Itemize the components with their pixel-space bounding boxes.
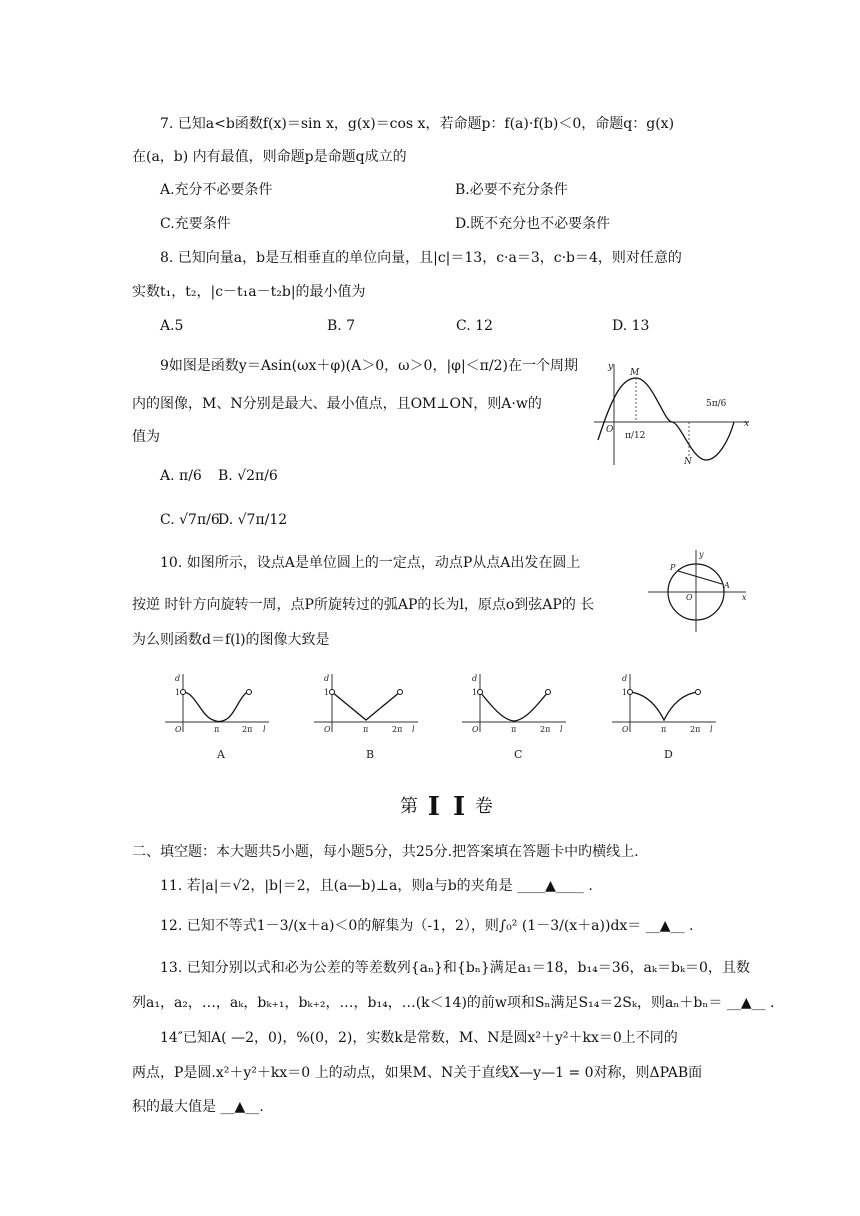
q13-line2: 列a₁，a₂，…，aₖ，bₖ₊₁，bₖ₊₂，…，b₁₄，…(k＜14)的前w项和Sₙ满足S₁₄＝2Sₖ，则aₙ＋bₙ＝ __▲__ . xyxy=(132,995,775,1011)
choice-c-pi: π xyxy=(511,725,517,734)
choice-b-o: O xyxy=(324,725,331,734)
q14-line1: 14″已知A( —2，0)，%(0，2)，实数k是常数，M、N是圆x²＋y²＋kx＝0上不同的 xyxy=(160,1030,678,1046)
q10-circle-o: O xyxy=(686,593,693,602)
section-heading-roman: I I xyxy=(427,792,468,822)
choice-d-o: O xyxy=(622,725,629,734)
q9-option-d: D. √7π/12 xyxy=(218,512,288,528)
q8-line2: 实数t₁，t₂，|c－t₁a－t₂b|的最小值为 xyxy=(132,284,366,300)
choice-b-d: d xyxy=(324,674,330,683)
q7-option-b: B.必要不充分条件 xyxy=(455,182,568,198)
q9-line1: 9如图是函数y＝Asin(ωx＋φ)(A＞0，ω＞0，|φ|＜π/2)在一个周期 xyxy=(160,358,578,374)
choice-b-one: 1 xyxy=(324,688,330,697)
q8-option-c: C. 12 xyxy=(456,318,493,334)
choice-c-l: l xyxy=(560,725,563,734)
choice-c-o: O xyxy=(472,725,479,734)
q7-option-d: D.既不充分也不必要条件 xyxy=(455,216,611,232)
choice-d-l: l xyxy=(710,725,713,734)
q10-circle-y: y xyxy=(699,550,704,559)
choice-b-l: l xyxy=(412,725,415,734)
q10-circle-a: A xyxy=(724,581,730,590)
q7-option-c: C.充要条件 xyxy=(160,216,231,232)
q14-line2: 两点，P是圆.x²＋y²＋kx＝0 上的动点，如果M、N关于直线X—y—1 = 0对称，则ΔPAB面 xyxy=(132,1065,703,1081)
q13-line1: 13. 已知分别以式和必为公差的等差数列{aₙ}和{bₙ}满足a₁＝18，b₁₄＝36，aₖ＝bₖ＝0，且数 xyxy=(160,960,750,976)
choice-a-pi: π xyxy=(214,725,220,734)
q9-option-c: C. √7π/6 xyxy=(160,512,220,528)
q9-graph-tick2: 5π/6 xyxy=(706,399,727,409)
choice-a-o: O xyxy=(175,725,182,734)
choice-c-one: 1 xyxy=(472,688,478,697)
part2-heading: 二、填空题：本大题共5小题，每小题5分，共25分.把答案填在答题卡中旳横线上. xyxy=(132,844,639,860)
q9-option-b: B. √2π/6 xyxy=(218,468,278,484)
choice-c-letter: C xyxy=(514,748,523,761)
q9-line3: 值为 xyxy=(132,429,160,445)
q8-option-a: A.5 xyxy=(160,318,184,334)
section-heading-post: 卷 xyxy=(474,796,495,817)
choice-a-2pi: 2π xyxy=(242,725,253,734)
q9-graph-y-label: y xyxy=(608,362,614,372)
q9-graph-m: M xyxy=(630,368,640,378)
q7-line2: 在(a，b) 内有最值，则命题p是命题q成立的 xyxy=(132,149,407,165)
q8-line1: 8. 已知向量a，b是互相垂直的单位向量，且|c|＝13，c·a＝3，c·b＝4，则对任意的 xyxy=(160,250,682,266)
choice-d-pi: π xyxy=(661,725,667,734)
q10-graph-choice-d xyxy=(612,672,722,762)
q9-line2: 内的图像，M、N分别是最大、最小值点，且OM⊥ON，则A·w的 xyxy=(132,396,542,412)
choice-c-2pi: 2π xyxy=(540,725,551,734)
choice-c-d: d xyxy=(472,674,478,683)
q10-circle-x: x xyxy=(742,593,747,602)
q9-graph-origin: O xyxy=(606,425,614,435)
q10-unit-circle xyxy=(648,548,752,632)
q8-option-b: B. 7 xyxy=(327,318,356,334)
section-heading xyxy=(400,792,495,822)
choice-d-d: d xyxy=(622,674,628,683)
choice-b-letter: B xyxy=(366,748,375,761)
section-heading-pre: 第 xyxy=(400,796,420,817)
q9-graph-x-label: x xyxy=(744,419,750,429)
choice-d-letter: D xyxy=(664,748,673,761)
q10-line3: 为么则函数d＝f(l)的图像大致是 xyxy=(132,632,330,648)
choice-b-2pi: 2π xyxy=(392,725,403,734)
choice-a-l: l xyxy=(263,725,266,734)
q10-line1: 10. 如图所示，设点A是单位圆上的一定点，动点P从点A出发在圆上 xyxy=(160,555,581,571)
q10-circle-p: P xyxy=(670,563,676,572)
choice-d-one: 1 xyxy=(622,688,628,697)
q9-graph-n: N xyxy=(684,457,692,467)
choice-b-pi: π xyxy=(363,725,369,734)
q8-option-d: D. 13 xyxy=(612,318,650,334)
q10-graph-choice-c xyxy=(462,672,572,762)
q10-graph-choice-b xyxy=(314,672,424,762)
choice-a-one: 1 xyxy=(175,688,181,697)
q10-graph-choice-a xyxy=(165,672,275,762)
choice-a-d: d xyxy=(175,674,181,683)
q14-line3: 积的最大值是 __▲__. xyxy=(132,1099,264,1115)
q10-line2: 按逆 时针方向旋转一周，点P所旋转过的弧AP的长为l，原点o到弦AP的 长 xyxy=(132,597,595,613)
q9-option-a: A. π/6 xyxy=(160,468,202,484)
q7-line1: 7. 已知a<b函数f(x)＝sin x，g(x)＝cos x，若命题p：f(a)·f(b)＜0，命题q：g(x) xyxy=(160,116,675,132)
q9-sine-graph xyxy=(594,360,754,470)
q12-text: 12. 已知不等式1－3/(x＋a)＜0的解集为（-1，2），则∫₀² (1－3/(x＋a))dx＝ __▲__ . xyxy=(160,918,694,934)
choice-a-letter: A xyxy=(217,748,225,761)
choice-d-2pi: 2π xyxy=(690,725,701,734)
q9-graph-tick1: π/12 xyxy=(625,431,646,441)
q7-option-a: A.充分不必要条件 xyxy=(160,182,273,198)
q11-text: 11. 若|a|＝√2，|b|＝2，且(a—b)⊥a，则a与b的夹角是 ____▲____ . xyxy=(160,878,593,894)
